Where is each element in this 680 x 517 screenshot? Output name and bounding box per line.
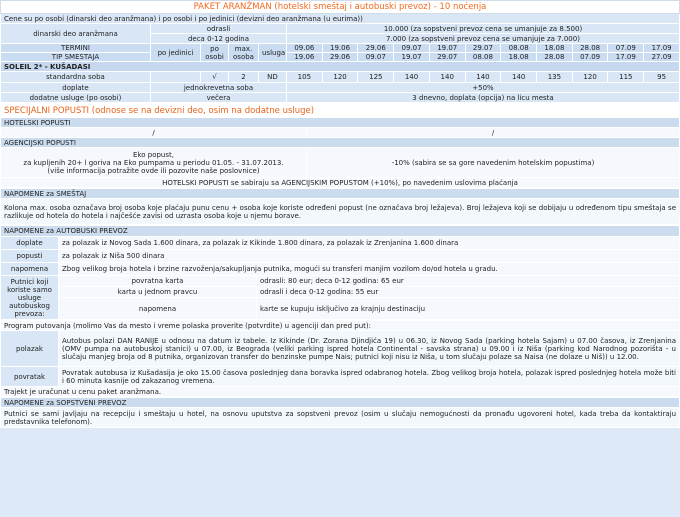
return-ticket-price: odrasli: 80 eur; deca 0-12 godina: 65 eur (257, 276, 680, 287)
extra-service-name: večera (151, 93, 287, 103)
eco-discount-description (1, 148, 307, 178)
per-person-header: po osobi (201, 44, 229, 62)
date-from: 09.06 (287, 44, 323, 53)
date-from: 29.06 (358, 44, 394, 53)
date-to: 19.07 (394, 53, 430, 62)
page-title: PAKET ARANŽMAN (hotelski smeštaj i autobuski prevoz) - 10 noćenja (1, 1, 680, 14)
discounts-table (0, 103, 680, 188)
date-from: 08.08 (501, 44, 537, 53)
return-label: povratak (1, 367, 59, 387)
room-type-header: TIP SMEŠTAJA (1, 53, 151, 62)
oneway-ticket-price: odrasli i deca 0-12 godina: 55 eur (257, 287, 680, 298)
price-cell: 105 (287, 72, 323, 83)
bus-remark-text: Zbog velikog broja hotela i brzine razvoženja/sakupljanja putnika, mogući su transferi manjim vozilom do/od hotela u gradu. (59, 263, 680, 276)
bus-discount-label: popusti (1, 250, 59, 263)
hotel-name: SOLEIL 2* - KUŠADASI (1, 62, 680, 72)
bus-only-users-label: Putnici koji koriste samo usluge autobuskog prevoza: (1, 276, 59, 320)
price-cell: 120 (322, 72, 358, 83)
hotel-discounts-heading: HOTELSKI POPUSTI (1, 118, 680, 128)
kids-label: deca 0-12 godina (151, 34, 287, 44)
price-cell: 95 (644, 72, 680, 83)
date-to: 29.06 (322, 53, 358, 62)
agency-discounts-heading: AGENCIJSKI POPUSTI (1, 138, 680, 148)
date-to: 27.09 (644, 53, 680, 62)
kids-value: 7.000 (za sopstveni prevoz cena se umanjuje za 7.000) (287, 34, 680, 44)
price-cell: 140 (501, 72, 537, 83)
accommodation-notes-text: Kolona max. osoba označava broj osoba koje plaćaju punu cenu + osoba koje koriste određeni popust (ne označava broj ležajeva). Broj ležajeva koji se dobijaju u određenom tipu smeštaja se razlikuje od hotela do hotela i najčešće zavisi od uzrasta osoba koje u njemu borave. (1, 199, 680, 225)
price-cell: 135 (537, 72, 573, 83)
date-from: 29.07 (465, 44, 501, 53)
per-unit-cell (151, 72, 201, 83)
price-cell: 140 (429, 72, 465, 83)
special-discounts-heading: SPECIJALNI POPUSTI (odnose se na devizni deo, osim na dodatne usluge) (1, 104, 680, 118)
date-from: 28.08 (572, 44, 608, 53)
bus-discount-text: za polazak iz Niša 500 dinara (59, 250, 680, 263)
supplement-value: +50% (287, 83, 680, 93)
travel-program (0, 320, 680, 397)
service-type: ND (259, 72, 287, 83)
bus-surcharge-text: za polazak iz Novog Sada 1.600 dinara, za polazak iz Kikinde 1.800 dinara, za polazak iz Zrenjanina 1.600 dinara (59, 237, 680, 250)
ticket-remark-text: karte se kupuju isključivo za krajnju destinaciju (257, 298, 680, 320)
date-to: 28.08 (537, 53, 573, 62)
price-cell: 125 (358, 72, 394, 83)
departure-text: Autobus polazi DAN RANIJE u odnosu na datum iz tabele. Iz Kikinde (Dr. Zorana Djindjića 19) u 06.30, iz Novog Sada (parking hotela Sajam) u 07.00 časova, iz Zrenjanina (OMV pumpa na autobuskoj stanici) u 07.00, iz Beograda (veliki parking ispred hotela Continental - savska strana) u 09.00 i iz Niša (parking kod Narodnog pozorišta - u slučaju manjeg broja od 8 putnika, organizovan transfer do benzinske pumpe Nais; putnici koji nisu iz Niša, u tom slučaju polaze sa Naisa (ne dolaze u Niš)) u 12.00. (59, 331, 680, 367)
extra-service-value: 3 dnevno, doplata (opcija) na licu mesta (287, 93, 680, 103)
date-from: 17.09 (644, 44, 680, 53)
date-to: 07.09 (572, 53, 608, 62)
terms-header: TERMINI (1, 44, 151, 53)
date-to: 18.08 (501, 53, 537, 62)
supplement-label: doplate (1, 83, 151, 93)
date-to: 08.08 (465, 53, 501, 62)
bus-remark-label: napomena (1, 263, 59, 276)
ticket-remark-label: napomena (59, 298, 257, 320)
eco-discount-value: -10% (sabira se sa gore navedenim hotelskim popustima) (307, 148, 680, 178)
accommodation-notes-heading: NAPOMENE za SMEŠTAJ (1, 189, 680, 199)
own-transport-text: Putnici se sami javljaju na recepciju i smeštaju u hotel, na osnovu uputstva za sopstveni prevoz (osim u slučaju nemogućnosti da pronađu ugovoreni hotel, kada treba da kontaktiraju predstavnika telefonom). (1, 408, 680, 428)
own-transport-notes (0, 397, 680, 428)
room-type: standardna soba (1, 72, 151, 83)
ferry-note: Trajekt je uračunat u cenu paket aranžmana. (1, 387, 680, 397)
max-persons-header: max. osoba (229, 44, 259, 62)
date-from: 09.07 (394, 44, 430, 53)
discount-combine-note: HOTELSKI POPUSTI se sabiraju sa AGENCIJSKIM POPUSTOM (+10%), po navedenim uslovima plaćanja (1, 178, 680, 188)
dinar-part-label: dinarski deo aranžmana (1, 24, 151, 44)
adults-label: odrasli (151, 24, 287, 34)
date-to: 09.07 (358, 53, 394, 62)
bus-notes (0, 225, 680, 320)
eco-discount-title: Eko popust, (133, 150, 174, 159)
date-from: 19.07 (429, 44, 465, 53)
price-cell: 120 (572, 72, 608, 83)
accommodation-notes (0, 188, 680, 225)
adults-value: 10.000 (za sopstveni prevoz cena se umanjuje za 8.500) (287, 24, 680, 34)
program-intro: Program putovanja (molimo Vas da mesto i vreme polaska proverite (potvrdite) u agenciji dan pred put): (1, 321, 680, 331)
max-persons: 2 (229, 72, 259, 83)
per-unit-header: po jedinici (151, 44, 201, 62)
date-to: 29.07 (429, 53, 465, 62)
supplement-name: jednokrevetna soba (151, 83, 287, 93)
main-table (0, 0, 680, 103)
bus-surcharge-label: doplate (1, 237, 59, 250)
per-person-check: √ (201, 72, 229, 83)
pricing-intro: Cene su po osobi (dinarski deo aranžmana) i po osobi i po jedinici (devizni deo aranžmana (u eurima)) (1, 14, 680, 24)
return-text: Povratak autobusa iz Kušadasija je oko 15.00 časova poslednjeg dana boravka ispred odabranog hotela. Zbog velikog broja hotela, polazak ispred poslednjeg hotela može biti i 60 minuta kasnije od zakazanog vremena. (59, 367, 680, 387)
return-ticket-label: povratna karta (59, 276, 257, 287)
extra-services-label: dodatne usluge (po osobi) (1, 93, 151, 103)
date-from: 18.08 (537, 44, 573, 53)
hotel-discount-cell: / (307, 128, 680, 138)
date-from: 19.06 (322, 44, 358, 53)
price-cell: 140 (465, 72, 501, 83)
date-from: 07.09 (608, 44, 644, 53)
service-header: usluga (259, 44, 287, 62)
eco-discount-condition: za kupljenih 20+ l goriva na Eko pumpama u periodu 01.05. - 31.07.2013. (23, 158, 284, 167)
own-transport-heading: NAPOMENE za SOPSTVENI PREVOZ (1, 398, 680, 408)
eco-discount-info[interactable]: (više informacija potražite ovde ili pozovite naše poslovnice) (47, 166, 260, 175)
price-cell: 115 (608, 72, 644, 83)
bus-notes-heading: NAPOMENE za AUTOBUSKI PREVOZ (1, 226, 680, 237)
hotel-discount-cell: / (1, 128, 307, 138)
date-to: 17.09 (608, 53, 644, 62)
departure-label: polazak (1, 331, 59, 367)
price-cell: 140 (394, 72, 430, 83)
oneway-ticket-label: karta u jednom pravcu (59, 287, 257, 298)
date-to: 19.06 (287, 53, 323, 62)
